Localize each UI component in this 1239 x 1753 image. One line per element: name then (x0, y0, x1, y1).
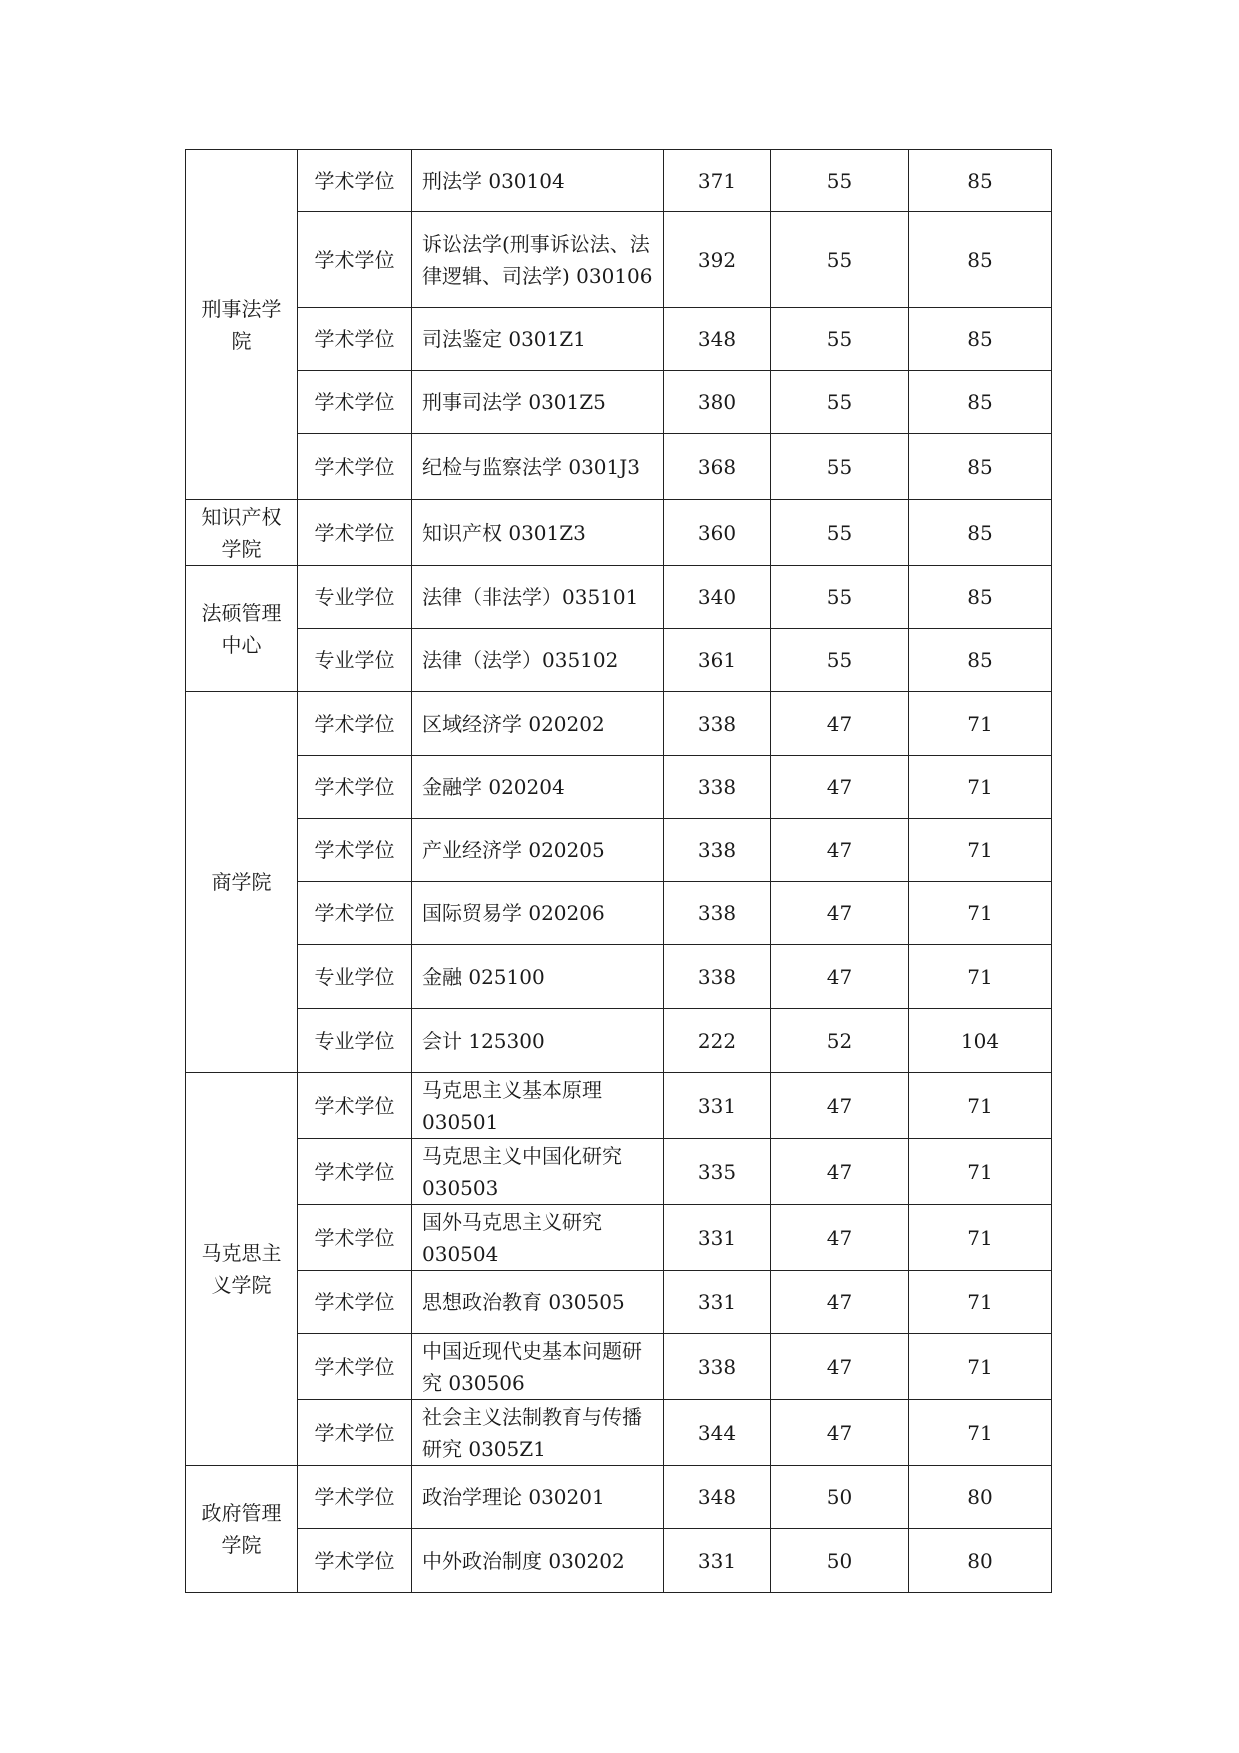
degree-type-cell: 学术学位 (298, 150, 412, 212)
subject-100-score-cell: 47 (771, 945, 909, 1009)
college-cell: 商学院 (186, 692, 298, 1073)
degree-type-cell: 专业学位 (298, 566, 412, 629)
degree-type-cell: 学术学位 (298, 434, 412, 500)
degree-type-cell: 专业学位 (298, 629, 412, 692)
college-cell: 政府管理学院 (186, 1466, 298, 1593)
table-row (186, 1205, 1052, 1271)
table-row (186, 882, 1052, 945)
table-row (186, 945, 1052, 1009)
table-row (186, 1334, 1052, 1400)
subject-100-score-cell: 47 (771, 882, 909, 945)
total-score-cell: 338 (664, 882, 771, 945)
table-row (186, 371, 1052, 434)
table-row (186, 500, 1052, 566)
degree-type-cell: 学术学位 (298, 819, 412, 882)
major-cell: 金融 025100 (412, 945, 664, 1009)
table-row (186, 1073, 1052, 1139)
total-score-cell: 338 (664, 1334, 771, 1400)
major-cell: 国际贸易学 020206 (412, 882, 664, 945)
degree-type-cell: 学术学位 (298, 1466, 412, 1529)
major-cell: 刑法学 030104 (412, 150, 664, 212)
degree-type-cell: 学术学位 (298, 692, 412, 756)
subject-150-score-cell: 80 (909, 1466, 1052, 1529)
subject-150-score-cell: 85 (909, 566, 1052, 629)
degree-type-cell: 学术学位 (298, 500, 412, 566)
major-cell: 知识产权 0301Z3 (412, 500, 664, 566)
major-cell: 会计 125300 (412, 1009, 664, 1073)
total-score-cell: 344 (664, 1400, 771, 1466)
subject-100-score-cell: 50 (771, 1529, 909, 1593)
table-row (186, 692, 1052, 756)
subject-100-score-cell: 47 (771, 1400, 909, 1466)
subject-150-score-cell: 71 (909, 1073, 1052, 1139)
subject-150-score-cell: 85 (909, 308, 1052, 371)
subject-150-score-cell: 71 (909, 1400, 1052, 1466)
total-score-cell: 371 (664, 150, 771, 212)
subject-150-score-cell: 80 (909, 1529, 1052, 1593)
total-score-cell: 368 (664, 434, 771, 500)
subject-150-score-cell: 85 (909, 150, 1052, 212)
table-row (186, 756, 1052, 819)
table-row (186, 1529, 1052, 1593)
degree-type-cell: 学术学位 (298, 1271, 412, 1334)
total-score-cell: 338 (664, 756, 771, 819)
table-row (186, 1139, 1052, 1205)
subject-100-score-cell: 55 (771, 434, 909, 500)
degree-type-cell: 学术学位 (298, 1334, 412, 1400)
subject-150-score-cell: 85 (909, 371, 1052, 434)
major-cell: 金融学 020204 (412, 756, 664, 819)
subject-100-score-cell: 55 (771, 150, 909, 212)
total-score-cell: 361 (664, 629, 771, 692)
college-cell: 刑事法学院 (186, 150, 298, 500)
table-row (186, 150, 1052, 212)
subject-150-score-cell: 85 (909, 500, 1052, 566)
subject-100-score-cell: 55 (771, 371, 909, 434)
table-row (186, 1009, 1052, 1073)
major-cell: 中外政治制度 030202 (412, 1529, 664, 1593)
total-score-cell: 392 (664, 212, 771, 308)
subject-100-score-cell: 55 (771, 566, 909, 629)
major-cell: 马克思主义中国化研究 030503 (412, 1139, 664, 1205)
degree-type-cell: 学术学位 (298, 1400, 412, 1466)
major-cell: 思想政治教育 030505 (412, 1271, 664, 1334)
subject-150-score-cell: 71 (909, 756, 1052, 819)
subject-100-score-cell: 47 (771, 1139, 909, 1205)
major-cell: 政治学理论 030201 (412, 1466, 664, 1529)
degree-type-cell: 学术学位 (298, 1529, 412, 1593)
major-cell: 诉讼法学(刑事诉讼法、法律逻辑、司法学) 030106 (412, 212, 664, 308)
table-row (186, 1466, 1052, 1529)
subject-100-score-cell: 52 (771, 1009, 909, 1073)
total-score-cell: 360 (664, 500, 771, 566)
degree-type-cell: 学术学位 (298, 756, 412, 819)
total-score-cell: 340 (664, 566, 771, 629)
subject-150-score-cell: 71 (909, 1139, 1052, 1205)
subject-150-score-cell: 85 (909, 212, 1052, 308)
college-cell: 马克思主义学院 (186, 1073, 298, 1466)
subject-150-score-cell: 71 (909, 945, 1052, 1009)
total-score-cell: 380 (664, 371, 771, 434)
subject-150-score-cell: 71 (909, 692, 1052, 756)
subject-150-score-cell: 71 (909, 819, 1052, 882)
subject-150-score-cell: 85 (909, 434, 1052, 500)
major-cell: 马克思主义基本原理 030501 (412, 1073, 664, 1139)
subject-100-score-cell: 55 (771, 500, 909, 566)
subject-100-score-cell: 47 (771, 756, 909, 819)
table-row (186, 434, 1052, 500)
table-row (186, 566, 1052, 629)
major-cell: 中国近现代史基本问题研究 030506 (412, 1334, 664, 1400)
major-cell: 区域经济学 020202 (412, 692, 664, 756)
table-row (186, 629, 1052, 692)
score-table (185, 149, 1052, 1593)
degree-type-cell: 学术学位 (298, 308, 412, 371)
table-row (186, 819, 1052, 882)
major-cell: 法律（非法学）035101 (412, 566, 664, 629)
degree-type-cell: 学术学位 (298, 371, 412, 434)
subject-150-score-cell: 104 (909, 1009, 1052, 1073)
degree-type-cell: 学术学位 (298, 1205, 412, 1271)
subject-150-score-cell: 71 (909, 882, 1052, 945)
major-cell: 社会主义法制教育与传播研究 0305Z1 (412, 1400, 664, 1466)
subject-100-score-cell: 50 (771, 1466, 909, 1529)
major-cell: 刑事司法学 0301Z5 (412, 371, 664, 434)
degree-type-cell: 学术学位 (298, 1073, 412, 1139)
subject-100-score-cell: 47 (771, 692, 909, 756)
table-row (186, 212, 1052, 308)
subject-150-score-cell: 71 (909, 1271, 1052, 1334)
subject-100-score-cell: 47 (771, 1073, 909, 1139)
degree-type-cell: 学术学位 (298, 1139, 412, 1205)
subject-100-score-cell: 47 (771, 1271, 909, 1334)
subject-150-score-cell: 71 (909, 1334, 1052, 1400)
subject-150-score-cell: 85 (909, 629, 1052, 692)
table-row (186, 308, 1052, 371)
subject-100-score-cell: 55 (771, 308, 909, 371)
total-score-cell: 331 (664, 1205, 771, 1271)
subject-100-score-cell: 47 (771, 1205, 909, 1271)
total-score-cell: 331 (664, 1073, 771, 1139)
total-score-cell: 348 (664, 308, 771, 371)
score-table-body (186, 150, 1052, 1593)
total-score-cell: 222 (664, 1009, 771, 1073)
major-cell: 司法鉴定 0301Z1 (412, 308, 664, 371)
total-score-cell: 338 (664, 692, 771, 756)
total-score-cell: 348 (664, 1466, 771, 1529)
total-score-cell: 338 (664, 819, 771, 882)
subject-100-score-cell: 47 (771, 819, 909, 882)
major-cell: 产业经济学 020205 (412, 819, 664, 882)
total-score-cell: 338 (664, 945, 771, 1009)
total-score-cell: 331 (664, 1529, 771, 1593)
subject-100-score-cell: 55 (771, 629, 909, 692)
subject-100-score-cell: 47 (771, 1334, 909, 1400)
college-cell: 知识产权学院 (186, 500, 298, 566)
degree-type-cell: 学术学位 (298, 212, 412, 308)
subject-100-score-cell: 55 (771, 212, 909, 308)
degree-type-cell: 专业学位 (298, 945, 412, 1009)
college-cell: 法硕管理中心 (186, 566, 298, 692)
subject-150-score-cell: 71 (909, 1205, 1052, 1271)
major-cell: 纪检与监察法学 0301J3 (412, 434, 664, 500)
table-row (186, 1400, 1052, 1466)
degree-type-cell: 学术学位 (298, 882, 412, 945)
total-score-cell: 335 (664, 1139, 771, 1205)
major-cell: 法律（法学）035102 (412, 629, 664, 692)
major-cell: 国外马克思主义研究 030504 (412, 1205, 664, 1271)
degree-type-cell: 专业学位 (298, 1009, 412, 1073)
table-row (186, 1271, 1052, 1334)
total-score-cell: 331 (664, 1271, 771, 1334)
